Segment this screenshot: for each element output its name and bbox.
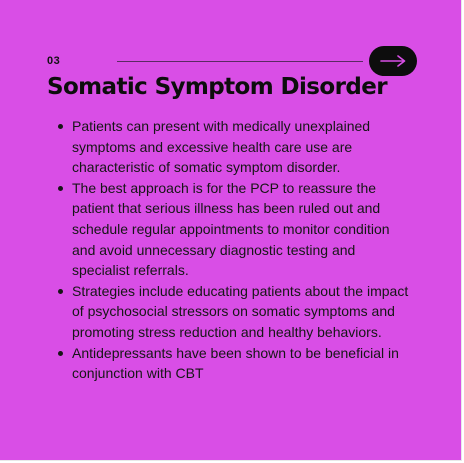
next-button[interactable] bbox=[369, 46, 417, 76]
divider-line bbox=[117, 61, 363, 62]
bullet-item: Antidepressants have been shown to be beneficial in conjunction with CBT bbox=[56, 343, 416, 384]
bullet-item: The best approach is for the PCP to reassure the patient that serious illness has been ruled out and schedule regular appointments to monitor condition and avoid unnecessary diagnostic testing and specialist referrals. bbox=[56, 178, 416, 281]
slide-number: 03 bbox=[47, 55, 61, 67]
bullet-list bbox=[56, 116, 416, 384]
arrow-right-icon bbox=[380, 55, 406, 67]
slide-title: Somatic Symptom Disorder bbox=[47, 74, 387, 100]
bullet-item: Strategies include educating patients about the impact of psychosocial stressors on somatic symptoms and promoting stress reduction and healthy behaviors. bbox=[56, 281, 416, 343]
bullet-item: Patients can present with medically unexplained symptoms and excessive health care use are characteristic of somatic symptom disorder. bbox=[56, 116, 416, 178]
